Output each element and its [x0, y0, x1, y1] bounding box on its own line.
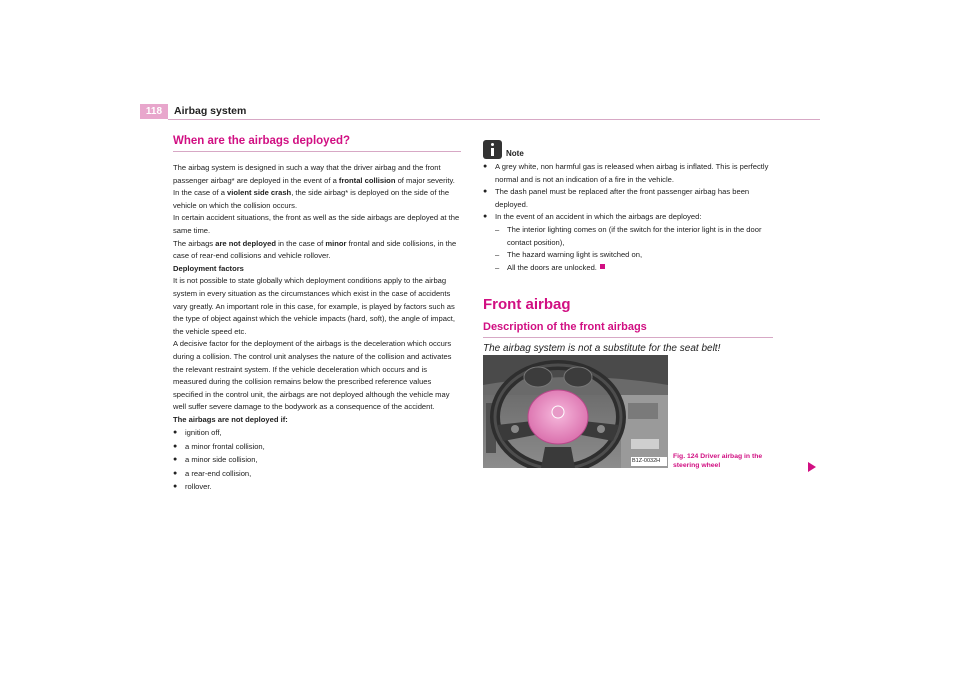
- not-deployed-heading: [173, 414, 461, 427]
- list-item: ● The dash panel must be replaced after the front passenger airbag has been deployed.: [483, 186, 773, 211]
- page-number: 118: [140, 104, 168, 119]
- chapter-title: Front airbag: [483, 296, 571, 314]
- text-run: In the case of a: [173, 188, 228, 198]
- paragraph-side: [173, 187, 461, 212]
- note-list: [483, 161, 773, 224]
- section-heading-deployment: When are the airbags deployed?: [173, 135, 461, 152]
- header-title: Airbag system: [174, 105, 247, 117]
- list-item: – The hazard warning light is switched on,: [495, 249, 773, 262]
- figure-driver-airbag: [483, 355, 668, 468]
- paragraph-both: In certain accident situations, the front as well as the side airbags are deployed at the same time.: [173, 213, 460, 235]
- not-deployed-list: [173, 426, 461, 493]
- list-item: [495, 262, 773, 275]
- bold-minor: minor: [325, 238, 347, 248]
- text-run: The airbags: [173, 238, 216, 248]
- steering-wheel-illustration: [483, 355, 668, 468]
- lead-text: The airbag system is not a substitute for the seat belt!: [483, 343, 721, 355]
- figure-code: B1Z-0032H: [632, 458, 661, 464]
- list-item: ● a rear-end collision,: [173, 467, 461, 480]
- right-column: [483, 139, 773, 355]
- list-item: ● rollover.: [173, 480, 461, 493]
- left-column: [173, 135, 461, 494]
- bold-not-deployed: are not deployed: [215, 238, 276, 248]
- paragraph-frontal: [173, 162, 461, 187]
- note-header: [483, 139, 773, 159]
- bold-frontal-collision: frontal collision: [338, 175, 396, 185]
- list-item: ● a minor frontal collision,: [173, 440, 461, 453]
- text-run: The airbag system is designed in such a way that the driver airbag and the front passenger airbag* are deployed in the event of a: [173, 163, 441, 185]
- text-run: of major severity.: [395, 175, 455, 185]
- figure-caption: Fig. 124 Driver airbag in the steering wheel: [673, 453, 763, 469]
- paragraph-factors: It is not possible to state globally which deployment conditions apply to the airbag system in every situation as the circumstances which exist in the case of accidents vary greatly. An important role in this case, for example, is played by factors such as the type of object against which the vehicle impacts (hard, soft), the angle of impact, the vehicle speed etc.: [173, 276, 455, 336]
- subsection-title: Description of the front airbags: [483, 321, 773, 338]
- paragraph-deceleration: A decisive factor for the deployment of the airbags is the deceleration which occurs during a collision. The control unit analyses the nature of the collision and activates the relevant restraint system. If the vehicle deceleration which occurs and is measured during the collision remains below the prescribed reference values specified in the control unit, the airbags are not deployed although the vehicle may well suffer severe damage to the bodywork as a consequence of the accident.: [173, 339, 452, 412]
- text-run: , the side airbag* is deployed on the side of the vehicle on which the collision occurs.: [173, 188, 450, 210]
- text-run: in the case of: [275, 238, 326, 248]
- accident-consequences-list: [483, 224, 773, 274]
- note-label: Note: [506, 149, 524, 158]
- info-note-icon: [483, 140, 502, 159]
- list-item: ● In the event of an accident in which the airbags are deployed:: [483, 211, 773, 224]
- list-item: ● a minor side collision,: [173, 453, 461, 466]
- factors-heading-text: Deployment factors: [173, 263, 244, 273]
- text-run: frontal and side collisions, in the case of rear-end collisions and vehicle rollover.: [173, 238, 457, 261]
- list-item-text: All the doors are unlocked.: [507, 262, 597, 272]
- page-header: [140, 104, 820, 120]
- bold-side-crash: violent side crash: [227, 188, 292, 198]
- list-item: ● A grey white, non harmful gas is released when airbag is inflated. This is perfectly normal and is not an indication of a fire in the vehicle.: [483, 161, 773, 186]
- section-end-marker: [600, 264, 605, 269]
- paragraph-not-deployed: [173, 238, 461, 263]
- list-item: ● ignition off,: [173, 426, 461, 439]
- factors-heading: [173, 263, 461, 276]
- list-item: – The interior lighting comes on (if the switch for the interior light is in the door contact position),: [495, 224, 773, 249]
- next-page-arrow-icon: [808, 462, 816, 472]
- header-rule: [168, 119, 820, 120]
- not-deployed-heading-text: The airbags are not deployed if:: [173, 414, 288, 424]
